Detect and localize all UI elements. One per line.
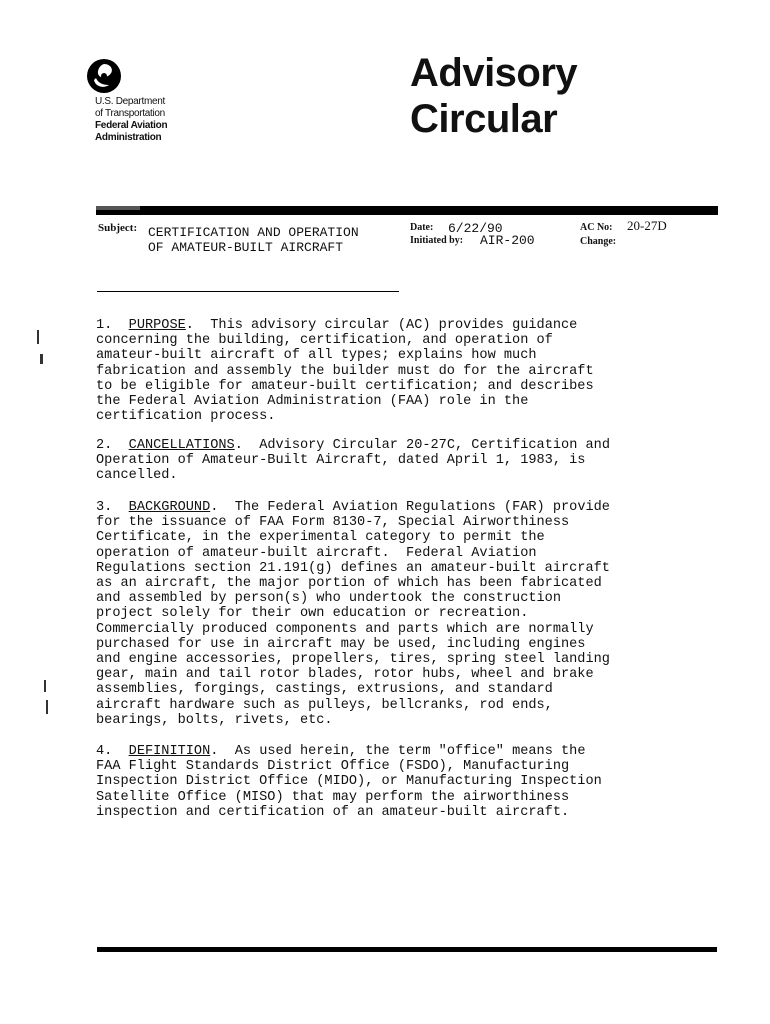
subject-line-1: CERTIFICATION AND OPERATION [148, 225, 359, 240]
section-line: and engine accessories, propellers, tires, spring steel landing [96, 652, 610, 668]
agency-line-1: U.S. Department [95, 96, 165, 107]
subject-underline [97, 291, 399, 292]
header-rule [96, 206, 718, 215]
subject-text [148, 225, 359, 255]
subject-line-2: OF AMATEUR-BUILT AIRCRAFT [148, 240, 344, 255]
scan-artifact [40, 354, 43, 364]
section-line: for the issuance of FAA Form 8130-7, Special Airworthiness [96, 515, 570, 531]
section-heading: BACKGROUND [128, 500, 211, 515]
ac-number-value: 20-27D [627, 218, 667, 233]
section-line: Regulations section 21.191(g) defines an amateur-built aircraft [96, 560, 610, 576]
section-line: Operation of Amateur-Built Aircraft, dated April 1, 1983, is [96, 453, 586, 469]
section-purpose: 1. PURPOSE. This advisory circular (AC) provides guidance concerning the building, certification, and operation of amateur-built aircraft of all types; explains how much fabrication and assembly the builder must do for the aircraft to be eligible for amateur-built certification; and describes the Federal Aviation Administration (FAA) role in the certification process. [96, 318, 594, 425]
section-number: 3. [96, 500, 113, 515]
section-line: bearings, bolts, rivets, etc. [96, 712, 333, 728]
agency-block [95, 96, 167, 144]
section-line: Inspection District Office (MIDO), or Manufacturing Inspection [96, 774, 602, 790]
section-background: 3. BACKGROUND. The Federal Aviation Regulations (FAR) provide for the issuance of FAA Form 8130-7, Special Airworthiness Certificate, in the experimental category to permit the operation of amateur-built aircraft. Federal Aviation Regulations section 21.191(g) defines an amateur-built aircraft as an aircraft, the major portion of which has been fabricated and assembled by person(s) who undertook the construction project solely for their own education or recreation. Commercially produced components and parts which are normally purchased for use in aircraft may be used, including engines and engine accessories, propellers, tires, spring steel landing gear, main and tail rotor blades, rotor hubs, wheel and brake assemblies, forgings, castings, extrusions, and standard aircraft hardware such as pulleys, bellcranks, rod ends, bearings, bolts, rivets, etc. [96, 500, 610, 728]
section-heading: PURPOSE [128, 318, 186, 333]
initiated-by-label: Initiated by: [410, 235, 464, 246]
section-line: gear, main and tail rotor blades, rotor hubs, wheel and brake [96, 667, 594, 683]
section-line: aircraft hardware such as pulleys, bellcranks, rod ends, [96, 697, 553, 713]
section-line: purchased for use in aircraft may be used, including engines [96, 636, 586, 652]
subject-label: Subject: [98, 222, 138, 234]
section-number: 2. [96, 438, 113, 453]
section-line: as an aircraft, the major portion of which has been fabricated [96, 576, 602, 592]
section-line: project solely for their own education or recreation. [96, 606, 529, 622]
section-heading: CANCELLATIONS [128, 438, 235, 453]
section-heading: DEFINITION [128, 744, 211, 759]
section-line: fabrication and assembly the builder must do for the aircraft [96, 363, 594, 379]
section-line: The Federal Aviation Regulations (FAR) provide [234, 500, 610, 515]
section-line: This advisory circular (AC) provides guidance [210, 318, 578, 333]
section-line: Certificate, in the experimental category to permit the [96, 530, 545, 546]
section-line: assemblies, forgings, castings, extrusions, and standard [96, 682, 553, 698]
initiated-by-value: AIR-200 [480, 233, 535, 248]
agency-line-3: Federal Aviation [95, 120, 168, 131]
section-line: Satellite Office (MISO) that may perform the airworthiness [96, 789, 570, 805]
section-number: 4. [96, 744, 113, 759]
date-label: Date: [410, 222, 434, 233]
header-rule-accent [96, 206, 140, 210]
section-line: inspection and certification of an amateur-built aircraft. [96, 804, 570, 820]
date-value: 6/22/90 [448, 221, 503, 236]
section-line: the Federal Aviation Administration (FAA) role in the [96, 394, 529, 410]
ac-number-label: AC No: [580, 222, 613, 233]
section-line: Commercially produced components and parts which are normally [96, 621, 594, 637]
scan-artifact [37, 330, 39, 344]
section-line: As used herein, the term "office" means the [234, 744, 586, 759]
section-line: certification process. [96, 409, 276, 425]
title-line-1: Advisory [410, 51, 578, 95]
section-line: cancelled. [96, 468, 178, 484]
section-number: 1. [96, 318, 113, 333]
section-cancellations: 2. CANCELLATIONS. Advisory Circular 20-27C, Certification and Operation of Amateur-Built Aircraft, dated April 1, 1983, is cancelled. [96, 438, 610, 484]
agency-line-2: of Transportation [95, 108, 165, 119]
scan-artifact [44, 680, 46, 692]
scan-artifact [46, 700, 48, 714]
section-line: and assembled by person(s) who undertook the construction [96, 591, 561, 607]
title-line-2: Circular [410, 97, 558, 141]
agency-line-4: Administration [95, 132, 162, 143]
section-line: concerning the building, certification, and operation of [96, 333, 553, 349]
section-line: Advisory Circular 20-27C, Certification and [259, 438, 610, 453]
dot-logo-icon [86, 58, 122, 94]
footer-rule [97, 947, 717, 952]
section-line: amateur-built aircraft of all types; explains how much [96, 348, 537, 364]
section-line: FAA Flight Standards District Office (FSDO), Manufacturing [96, 759, 570, 775]
change-label: Change: [580, 236, 617, 247]
section-line: operation of amateur-built aircraft. Federal Aviation [96, 545, 537, 561]
document-title [410, 50, 577, 142]
section-line: to be eligible for amateur-built certification; and describes [96, 378, 594, 394]
section-definition: 4. DEFINITION. As used herein, the term "office" means the FAA Flight Standards District Office (FSDO), Manufacturing Inspection District Office (MIDO), or Manufacturing Inspection Satellite Office (MISO) that may perform the airworthiness inspection and certification of an amateur-built aircraft. [96, 744, 602, 820]
